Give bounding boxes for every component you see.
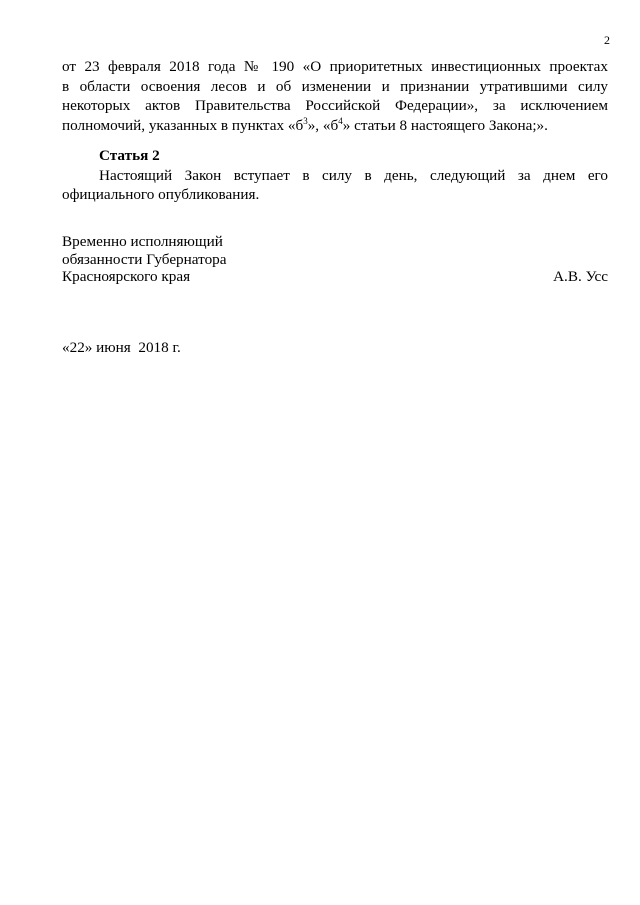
signature-row: [62, 268, 608, 286]
text-fragment: полномочий, указанных в пунктах «б: [62, 116, 304, 134]
article-heading: Статья 2: [99, 147, 160, 164]
text-line: некоторых актов Правительства Российской Федерации», за исключением: [62, 97, 608, 114]
article-2: [62, 146, 608, 205]
text-line: Настоящий Закон вступает в силу в день, следующий за днем его: [99, 166, 608, 184]
text-line: официального опубликования.: [62, 186, 260, 203]
signatory-title-line: Временно исполняющий: [62, 233, 223, 250]
text-fragment: », «б: [307, 116, 339, 134]
page-number: 2: [604, 33, 610, 47]
continuation-text: [62, 57, 608, 135]
continuation-paragraph: [62, 57, 608, 135]
text-line: [62, 116, 608, 136]
text-line: в области освоения лесов и об изменении и признании утратившими силу: [62, 77, 608, 95]
superscript: 4: [338, 115, 343, 126]
text-fragment: » статьи 8 настоящего Закона;».: [342, 116, 548, 134]
signatory-title-line: Красноярского края: [62, 268, 191, 285]
signature-block: [62, 233, 608, 286]
text-line: от 23 февраля 2018 года № 190 «О приоритетных инвестиционных проектах: [62, 58, 608, 75]
signatory-name: А.В. Усс: [553, 268, 608, 285]
article-text: [62, 166, 608, 205]
signatory-title-line: обязанности Губернатора: [62, 250, 227, 268]
signing-date: «22» июня 2018 г.: [62, 339, 181, 356]
superscript: 3: [303, 115, 308, 126]
